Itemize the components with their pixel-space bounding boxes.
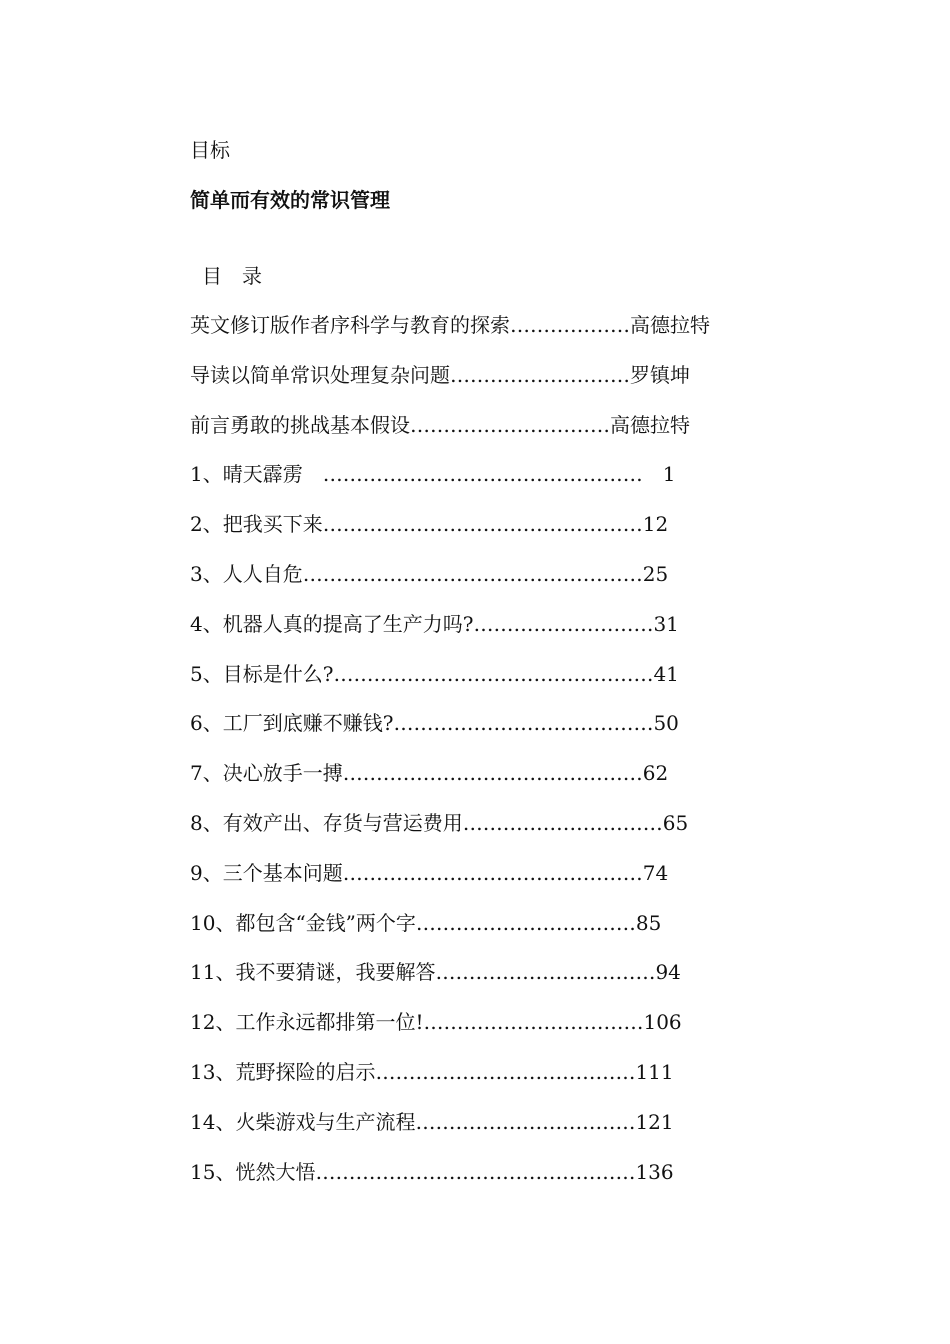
toc-entry: 10、都包含“金钱”两个字……………………………85 [190, 910, 662, 935]
toc-entry: 1、晴天霹雳 ………………………………………… 1 [190, 462, 676, 487]
toc-entry: 导读以简单常识处理复杂问题………………………罗镇坤 [190, 362, 690, 387]
toc-entry: 前言勇敢的挑战基本假设…………………………高德拉特 [190, 412, 690, 437]
toc-entry: 15、恍然大悟…………………………………………136 [190, 1159, 674, 1184]
toc-entry: 12、工作永远都排第一位!……………………………106 [190, 1010, 682, 1035]
table-of-contents [190, 311, 780, 1207]
toc-entry: 7、决心放手一搏………………………………………62 [190, 761, 669, 786]
toc-entry: 英文修订版作者序科学与教育的探索………………高德拉特 [190, 313, 710, 337]
document-subtitle: 简单而有效的常识管理 [190, 188, 390, 212]
toc-heading: 目 录 [202, 264, 262, 288]
toc-entry: 13、荒野探险的启示…………………………………111 [190, 1059, 674, 1084]
toc-entry: 11、我不要猜谜，我要解答……………………………94 [190, 960, 681, 985]
document-title: 目标 [190, 138, 230, 162]
toc-entry: 9、三个基本问题………………………………………74 [190, 860, 669, 885]
toc-entry: 4、机器人真的提高了生产力吗?………………………31 [190, 611, 679, 636]
toc-entry: 8、有效产出、存货与营运费用…………………………65 [190, 810, 689, 835]
toc-entry: 14、火柴游戏与生产流程……………………………121 [190, 1109, 674, 1134]
toc-entry: 6、工厂到底赚不赚钱?…………………………………50 [190, 711, 679, 736]
toc-entry: 3、人人自危……………………………………………25 [190, 561, 669, 586]
toc-entry: 2、把我买下来…………………………………………12 [190, 512, 669, 537]
toc-entry: 5、目标是什么?…………………………………………41 [190, 661, 679, 686]
